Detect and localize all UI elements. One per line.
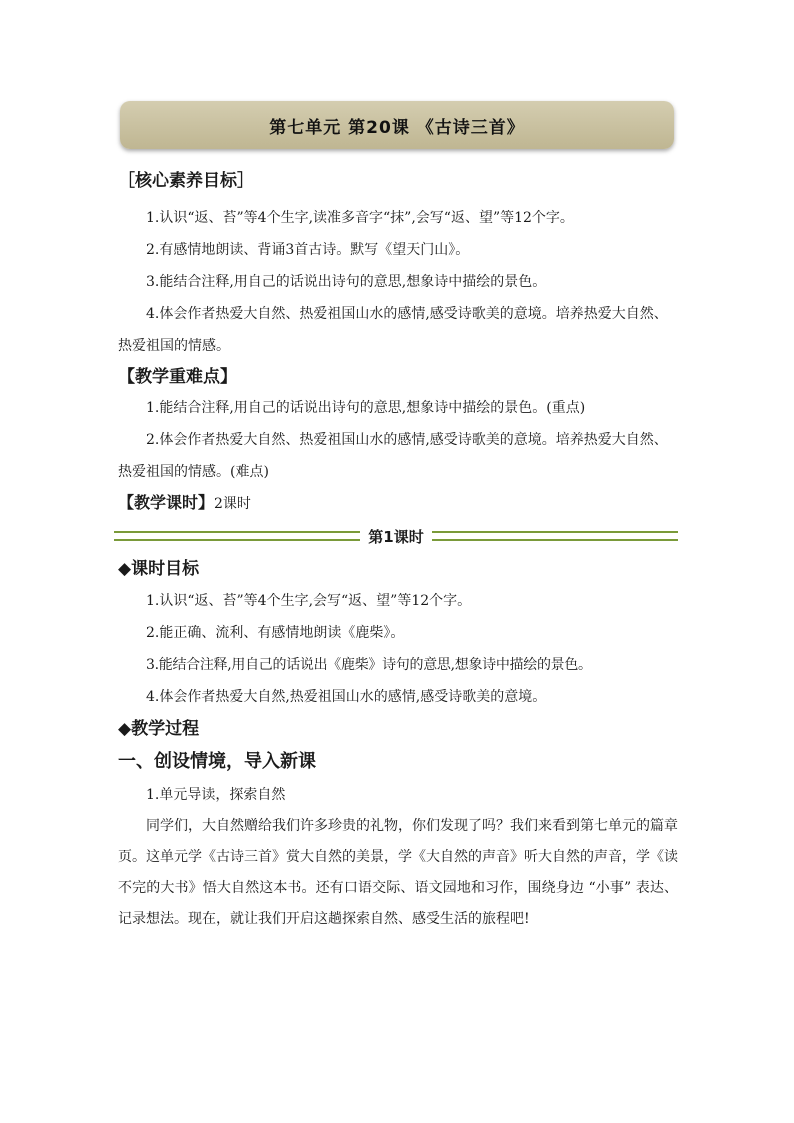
core-goal-item: 1.认识“返、苔”等4个生字,读准多音字“抹”,会写“返、望”等12个字。 (146, 210, 574, 226)
lesson-goal-item: 3.能结合注释,用自己的话说出《鹿柴》诗句的意思,想象诗中描绘的景色。 (146, 657, 592, 673)
core-goals-heading: ［核心素养目标］ (118, 171, 254, 191)
document-body (118, 166, 678, 935)
core-goal-item: 4.体会作者热爱大自然、热爱祖国山水的感情,感受诗歌美的意境。培养热爱大自然、热爱祖国的情感。 (118, 306, 668, 354)
lesson-goals-heading: ◆课时目标 (118, 559, 200, 579)
class-hours (118, 488, 678, 519)
process-step-title: 一、创设情境，导入新课 (118, 751, 316, 772)
lesson-goal-item: 2.能正确、流利、有感情地朗读《鹿柴》。 (146, 625, 405, 641)
lesson-goal-item: 4.体会作者热爱大自然,热爱祖国山水的感情,感受诗歌美的意境。 (146, 689, 547, 705)
divider-lines-left (114, 531, 360, 541)
process-heading: ◆教学过程 (118, 719, 200, 739)
class-hours-value: 2课时 (214, 496, 251, 512)
core-goal-item: 3.能结合注释,用自己的话说出诗句的意思,想象诗中描绘的景色。 (146, 274, 547, 290)
lesson-divider-label: 第1课时 (368, 527, 424, 546)
key-point-item: 2.体会作者热爱大自然、热爱祖国山水的感情,感受诗歌美的意境。培养热爱大自然、热爱祖国的情感。(难点) (118, 432, 668, 480)
key-point-item: 1.能结合注释,用自己的话说出诗句的意思,想象诗中描绘的景色。(重点) (146, 400, 586, 416)
lesson-divider (114, 521, 678, 551)
key-points-heading: 【教学重难点】 (118, 367, 237, 387)
process-sub-title: 1.单元导读，探索自然 (146, 787, 286, 803)
class-hours-label: 【教学课时】 (118, 493, 215, 512)
process-paragraph: 同学们，大自然赠给我们许多珍贵的礼物，你们发现了吗？我们来看到第七单元的篇章页。这单元学《古诗三首》赏大自然的美景，学《大自然的声音》听大自然的声音，学《读不完的大书》悟大自然这本书。还有口语交际、语文园地和习作，围绕身边 “小事” 表达、记录想法。现在，就让我们开启这趟探索自然、感受生活的旅程吧! (118, 818, 678, 927)
lesson-title-banner (120, 101, 674, 149)
lesson-goal-item: 1.认识“返、苔”等4个生字,会写“返、望”等12个字。 (146, 593, 472, 609)
divider-lines-right (432, 531, 678, 541)
core-goal-item: 2.有感情地朗读、背诵3首古诗。默写《望天门山》。 (146, 242, 470, 258)
lesson-title: 第七单元 第20课 《古诗三首》 (269, 117, 525, 138)
